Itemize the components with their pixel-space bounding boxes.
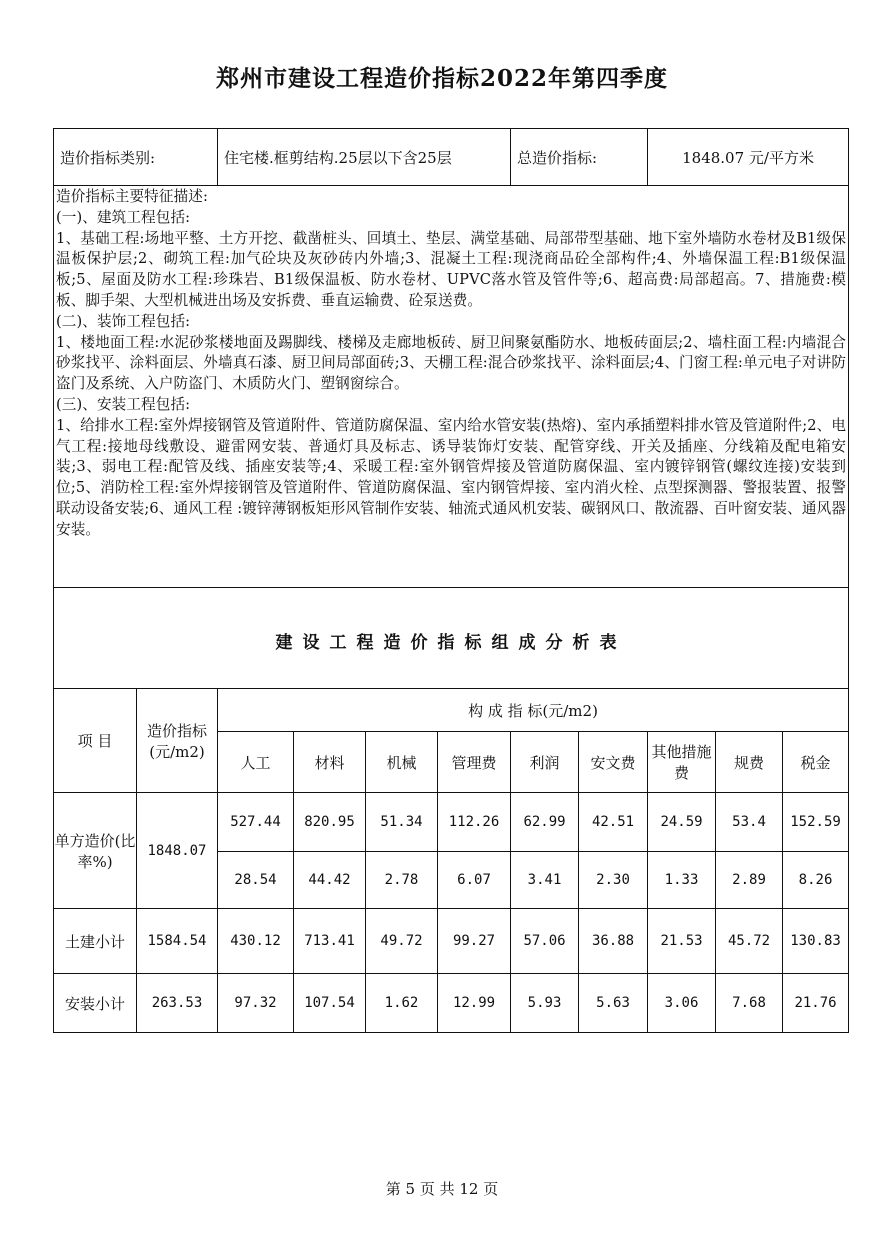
desc-section-civil: (一)、建筑工程包括: [56, 208, 191, 226]
table-cell: 99.27 [438, 909, 511, 974]
table-cell: 820.95 [294, 793, 366, 852]
table-cell: 112.26 [438, 793, 511, 852]
col-profit: 利润 [511, 732, 579, 793]
total-value: 1848.07 元/平方米 [648, 129, 849, 186]
ratio-cell: 6.07 [438, 852, 511, 909]
description-block [54, 186, 849, 588]
ratio-cell: 3.41 [511, 852, 579, 909]
table-cell: 45.72 [716, 909, 783, 974]
col-composition-header: 构 成 指 标(元/m2) [218, 689, 849, 732]
desc-decoration-text: 1、楼地面工程:水泥砂浆楼地面及踢脚线、楼梯及走廊地板砖、厨卫间聚氨酯防水、地板砖面层;2、墙柱面工程:内墙混合砂浆找平、涂料面层、外墙真石漆、厨卫间局部面砖;3、天棚工程:混合砂浆找平、涂料面层;4、门窗工程:单元电子对讲防盗门及系统、入户防盗门、木质防火门、塑钢窗综合。 [56, 333, 847, 393]
ratio-cell: 44.42 [294, 852, 366, 909]
table-cell: 12.99 [438, 974, 511, 1033]
col-labor: 人工 [218, 732, 294, 793]
category-label: 造价指标类别: [54, 129, 218, 186]
row-total: 263.53 [137, 974, 218, 1033]
table-cell: 49.72 [366, 909, 438, 974]
table-cell: 3.06 [648, 974, 716, 1033]
row-total: 1584.54 [137, 909, 218, 974]
table-cell: 57.06 [511, 909, 579, 974]
desc-heading: 造价指标主要特征描述: [56, 188, 208, 205]
cost-index-table [53, 128, 849, 1033]
table-cell: 97.32 [218, 974, 294, 1033]
desc-section-installation: (三)、安装工程包括: [56, 395, 191, 413]
table-cell: 51.34 [366, 793, 438, 852]
analysis-title-row [54, 588, 849, 689]
table-cell: 42.51 [579, 793, 648, 852]
page-title: 郑州市建设工程造价指标2022年第四季度 [215, 65, 668, 92]
table-row [54, 793, 849, 852]
col-item-header: 项 目 [54, 689, 137, 793]
table-cell: 21.76 [783, 974, 849, 1033]
desc-installation-text: 1、给排水工程:室外焊接钢管及管道附件、管道防腐保温、室内给水管安装(热熔)、室内承插塑料排水管及管道附件;2、电气工程:接地母线敷设、避雷网安装、普通灯具及标志、诱导装饰灯安装、配管穿线、开关及插座、分线箱及配电箱安装;3、弱电工程:配管及线、插座安装等;4、采暖工程:室外钢管焊接及管道防腐保温、室内镀锌钢管(螺纹连接)安装到位;5、消防栓工程:室外焊接钢管及管道附件、管道防腐保温、室内钢管焊接、室内消火栓、点型探测器、警报装置、报警联动设备安装;6、通风工程 :镀锌薄钢板矩形风管制作安装、轴流式通风机安装、碳钢风口、散流器、百叶窗安装、通风器安装。 [56, 416, 847, 538]
header-row [54, 129, 849, 186]
table-cell: 62.99 [511, 793, 579, 852]
ratio-cell: 8.26 [783, 852, 849, 909]
table-cell: 36.88 [579, 909, 648, 974]
table-cell: 130.83 [783, 909, 849, 974]
page-footer [0, 1178, 884, 1199]
ratio-cell: 28.54 [218, 852, 294, 909]
table-cell: 152.59 [783, 793, 849, 852]
ratio-cell: 1.33 [648, 852, 716, 909]
row-label-civil-subtotal: 土建小计 [54, 909, 137, 974]
ratio-cell: 2.78 [366, 852, 438, 909]
table-cell: 713.41 [294, 909, 366, 974]
row-total: 1848.07 [137, 793, 218, 909]
analysis-header-row-1 [54, 689, 849, 732]
table-cell: 1.62 [366, 974, 438, 1033]
col-management: 管理费 [438, 732, 511, 793]
col-fees: 规费 [716, 732, 783, 793]
col-other-measures: 其他措施费 [648, 732, 716, 793]
analysis-title: 建设工程造价指标组成分析表 [54, 588, 849, 689]
table-row [54, 974, 849, 1033]
total-label: 总造价指标: [511, 129, 648, 186]
page-number: 第 5 页 共 12 页 [385, 1180, 499, 1198]
table-cell: 5.63 [579, 974, 648, 1033]
ratio-cell: 2.89 [716, 852, 783, 909]
col-safety: 安文费 [579, 732, 648, 793]
row-label-unit-cost: 单方造价(比率%) [54, 793, 137, 909]
table-cell: 5.93 [511, 974, 579, 1033]
table-cell: 107.54 [294, 974, 366, 1033]
ratio-cell: 2.30 [579, 852, 648, 909]
table-cell: 24.59 [648, 793, 716, 852]
category-value: 住宅楼.框剪结构.25层以下含25层 [218, 129, 511, 186]
table-cell: 7.68 [716, 974, 783, 1033]
col-material: 材料 [294, 732, 366, 793]
desc-section-decoration: (二)、装饰工程包括: [56, 312, 191, 330]
desc-civil-text: 1、基础工程:场地平整、土方开挖、截凿桩头、回填土、垫层、满堂基础、局部带型基础、地下室外墙防水卷材及B1级保温板保护层;2、砌筑工程:加气砼块及灰砂砖内外墙;3、混凝土工程:现浇商品砼全部构件;4、外墙保温工程:B1级保温板;5、屋面及防水工程:珍珠岩、B1级保温板、防水卷材、UPVC落水管及管件等;6、超高费:局部超高。7、措施费:模板、脚手架、大型机械进出场及安拆费、垂直运输费、砼泵送费。 [56, 229, 847, 309]
description-row [54, 186, 849, 588]
table-cell: 527.44 [218, 793, 294, 852]
col-machinery: 机械 [366, 732, 438, 793]
col-index-header: 造价指标(元/m2) [137, 689, 218, 793]
table-cell: 53.4 [716, 793, 783, 852]
col-tax: 税金 [783, 732, 849, 793]
row-label-install-subtotal: 安装小计 [54, 974, 137, 1033]
table-cell: 430.12 [218, 909, 294, 974]
table-row [54, 909, 849, 974]
table-cell: 21.53 [648, 909, 716, 974]
